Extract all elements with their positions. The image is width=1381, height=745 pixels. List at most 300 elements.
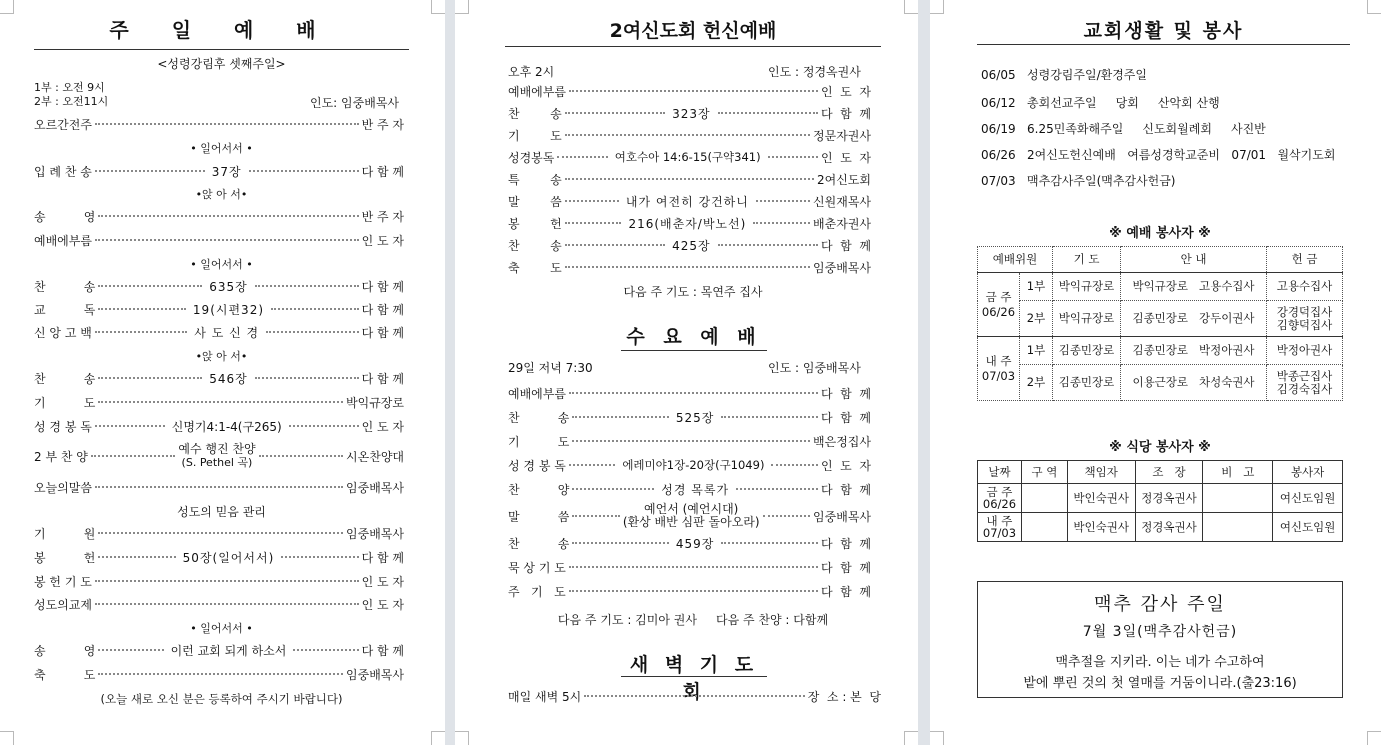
crop-mark: [904, 731, 918, 745]
item-person: 박익규장로: [346, 395, 404, 410]
item-label: 매일 새벽 5시: [508, 689, 582, 704]
thanksgiving-verse: 맥추절을 지키라. 이는 네가 수고하여: [1055, 655, 1265, 670]
item-label: 찬 송: [508, 410, 570, 425]
week-label: 금 주: [986, 485, 1013, 499]
dot-leader: [95, 331, 187, 333]
womens-title: 2여신도회 헌신예배: [609, 20, 777, 42]
item-label: 봉 헌: [508, 216, 562, 231]
item-label: 말 씀: [508, 509, 570, 524]
header-cell: 헌 금: [1267, 247, 1343, 273]
item-detail: 50장(일어서서): [182, 550, 275, 565]
item-person: 임중배목사: [346, 526, 404, 541]
leader-cell: 정경옥권사: [1135, 513, 1203, 542]
dot-leader: [565, 112, 665, 114]
table-row: [978, 365, 1343, 401]
order-item: [508, 479, 871, 499]
item-label: 예배에부름: [34, 233, 92, 248]
dot-leader: [763, 515, 810, 517]
week-date: 06/26: [981, 304, 1016, 319]
offering-name: 강경덕집사: [1276, 304, 1333, 319]
dot-leader: [565, 266, 810, 268]
posture-note: •앉 아 서•: [195, 188, 248, 201]
item-person: 다 함 께: [820, 584, 871, 599]
dot-leader: [565, 244, 665, 246]
offering-cell: 박정아권사: [1267, 337, 1343, 365]
offering-name: 김향덕집사: [1276, 317, 1333, 332]
dot-leader: [95, 425, 165, 427]
order-item: [34, 206, 404, 226]
dot-leader: [565, 222, 622, 224]
dot-leader: [584, 695, 804, 697]
item-detail: 여호수아 14:6-15(구약341): [614, 150, 761, 164]
item-detail: 635장: [209, 279, 248, 294]
header-cell: 기 도: [1053, 247, 1121, 273]
order-item: [34, 161, 404, 181]
item-person: 다 함 께: [820, 410, 872, 425]
item-detail: 신명기4:1-4(구265): [171, 419, 282, 434]
item-person: 인 도 자: [361, 419, 405, 434]
head-cell: 박인숙권사: [1067, 484, 1135, 513]
order-item: [508, 81, 871, 101]
order-item: [508, 500, 871, 532]
worship-servers-table: [977, 246, 1343, 401]
event-line: 07/03 맥추감사주일(맥추감사헌금): [981, 174, 1176, 188]
womens-next-prayer: 다음 주 기도 : 목연주 집사: [623, 285, 763, 299]
week-cell: [978, 337, 1020, 401]
church-life-title: 교회생활 및 봉사: [1083, 20, 1244, 42]
item-person: 다 함 께: [361, 643, 404, 658]
thanksgiving-box: [977, 581, 1343, 698]
order-item: [34, 322, 404, 342]
dot-leader: [98, 673, 343, 675]
order-item: [34, 571, 404, 591]
posture-note: • 일어서서 •: [190, 142, 253, 155]
item-detail: [178, 443, 255, 469]
item-person: 인 도 자: [361, 574, 404, 589]
dot-leader: [572, 416, 669, 418]
wednesday-time: 29일 저녁 7:30: [508, 361, 593, 375]
item-detail: 에레미야1장-20장(구1049): [622, 458, 765, 472]
womens-worship-page: [455, 0, 918, 745]
leader-cell: 정경옥권사: [1135, 484, 1203, 513]
item-person: 임중배목사: [813, 509, 872, 524]
item-person: 임중배목사: [813, 260, 871, 275]
item-detail: 이런 교회 되게 하소서: [170, 643, 287, 658]
dot-leader: [271, 308, 359, 310]
crop-mark: [431, 0, 445, 14]
dot-leader: [98, 556, 175, 558]
week-cell: [978, 273, 1020, 337]
header-cell: 구 역: [1021, 461, 1067, 484]
dot-leader: [565, 134, 810, 136]
item-detail-line: (S. Pethel 곡): [181, 456, 253, 469]
table-header-row: [978, 247, 1343, 273]
dot-leader: [721, 416, 818, 418]
order-item: [508, 407, 871, 427]
note-cell: [1203, 484, 1273, 513]
order-item: [508, 455, 871, 475]
item-label: 봉 헌: [34, 550, 96, 565]
dot-leader: [95, 603, 359, 605]
item-detail: 546장: [209, 371, 248, 386]
usher-cell: 이용근장로 차성숙권사: [1121, 365, 1267, 401]
item-label: 찬 송: [508, 238, 562, 253]
usher-cell: 김종민장로 박정아권사: [1121, 337, 1267, 365]
item-person: 다 함 께: [820, 536, 872, 551]
item-person: 다 함 께: [361, 279, 404, 294]
item-label: 축 도: [34, 667, 96, 682]
item-label: 2 부 찬 양: [34, 449, 88, 464]
item-label: 봉 헌 기 도: [34, 574, 92, 589]
item-label: 찬 송: [34, 279, 96, 294]
dot-leader: [736, 488, 818, 490]
head-cell: 박인숙권사: [1067, 513, 1135, 542]
crop-mark: [0, 0, 14, 14]
item-label: 찬 송: [508, 106, 562, 121]
item-detail: 성경 목록가: [661, 482, 730, 497]
order-item: [34, 299, 404, 319]
dot-leader: [572, 488, 654, 490]
crop-mark: [1367, 731, 1381, 745]
order-item: [34, 640, 404, 660]
header-cell: 봉사자: [1273, 461, 1343, 484]
event-line: 06/19 6.25민족화해주일 신도회월례회 사진반: [981, 122, 1266, 136]
order-item: [34, 547, 404, 567]
event-line: 06/12 총회선교주일 당회 산악회 산행: [981, 96, 1220, 110]
item-label: 기 도: [34, 395, 96, 410]
item-label: 찬 송: [34, 371, 96, 386]
item-person: 신원재목사: [813, 194, 872, 209]
item-detail: 525장: [675, 410, 715, 425]
crop-mark: [0, 731, 14, 745]
order-item: [34, 114, 404, 134]
part-cell: 1부: [1020, 337, 1053, 365]
item-person: 인 도 자: [820, 150, 872, 165]
item-person: 다 함 께: [820, 386, 871, 401]
offering-name: 박종근집사: [1276, 368, 1333, 383]
item-detail: 37장: [211, 164, 242, 179]
wednesday-leader: 인도 : 임중배목사: [768, 361, 861, 375]
order-item: [508, 581, 871, 601]
item-person: 배춘자권사: [813, 216, 872, 231]
item-person: 다 함 께: [820, 482, 872, 497]
dot-leader: [98, 285, 202, 287]
sunday-subtitle: <성령강림후 셋째주일>: [157, 57, 286, 71]
item-label: 입 례 찬 송: [34, 164, 92, 179]
order-item: [34, 368, 404, 388]
dot-leader: [753, 222, 810, 224]
order-item: [34, 440, 404, 472]
title-underline: [505, 46, 881, 47]
table-row: [978, 484, 1343, 513]
crop-mark: [930, 731, 944, 745]
dot-leader: [557, 156, 607, 158]
table-row: [978, 301, 1343, 337]
order-item: [508, 431, 871, 451]
dot-leader: [293, 649, 358, 651]
item-detail: 425장: [672, 238, 711, 253]
table-header-row: [978, 461, 1343, 484]
item-detail-line: (환상 배반 심판 돌아오라): [622, 515, 760, 529]
dot-leader: [565, 200, 619, 202]
dot-leader: [756, 200, 810, 202]
title-underline: [34, 49, 409, 50]
dot-leader: [569, 392, 818, 394]
posture-note: • 일어서서 •: [190, 622, 253, 635]
item-label: 신 앙 고 백: [34, 325, 92, 340]
posture-note: • 일어서서 •: [190, 258, 253, 271]
item-person: 정문자권사: [813, 128, 871, 143]
usher-cell: 김종민장로 강두이권사: [1121, 301, 1267, 337]
volunteer-cell: 여신도임원: [1273, 513, 1343, 542]
order-item: [508, 103, 871, 123]
part-cell: 2부: [1020, 365, 1053, 401]
item-detail: 19(시편32): [192, 302, 265, 317]
item-detail: 사 도 신 경: [194, 325, 260, 340]
dot-leader: [569, 590, 818, 592]
item-detail: 459장: [675, 536, 715, 551]
item-person: 인 도 자: [361, 597, 404, 612]
week-label: 내 주: [986, 514, 1013, 528]
item-detail: 216(배춘자/박노선): [628, 216, 747, 231]
item-label: 기 도: [508, 434, 570, 449]
dot-leader: [266, 331, 358, 333]
offering-name: 김경숙집사: [1276, 381, 1333, 396]
item-label: 기 원: [34, 526, 96, 541]
volunteer-cell: 여신도임원: [1273, 484, 1343, 513]
order-item: [508, 235, 871, 255]
item-person: 2여신도회: [816, 172, 871, 187]
item-detail-line: 예언서 (예언시대): [644, 502, 739, 516]
sunday-leader: 인도: 임중배목사: [310, 96, 400, 110]
item-label: 성 경 봉 독: [508, 458, 566, 473]
item-person: 백은정집사: [813, 434, 871, 449]
dot-leader: [569, 464, 616, 466]
item-person: 다 함 께: [820, 560, 871, 575]
item-place: 장 소 : 본 당: [807, 689, 881, 704]
item-detail: [623, 503, 760, 529]
thanksgiving-verse: 밭에 뿌린 것의 첫 열매를 거둠이니라.(출23:16): [1023, 676, 1297, 691]
item-label: 축 도: [508, 260, 562, 275]
crop-mark: [455, 0, 469, 14]
dot-leader: [718, 112, 818, 114]
dot-leader: [259, 455, 344, 457]
item-label: 송 영: [34, 209, 96, 224]
dot-leader: [281, 556, 358, 558]
prayer-cell: 박익규장로: [1053, 273, 1121, 301]
order-item: [34, 276, 404, 296]
item-person: 인 도 자: [361, 233, 404, 248]
item-label: 예배에부름: [508, 84, 566, 99]
week-date: 07/03: [981, 368, 1016, 383]
area-cell: [1021, 484, 1067, 513]
dot-leader: [768, 156, 818, 158]
order-item: [34, 523, 404, 543]
date-cell: [978, 484, 1022, 513]
dot-leader: [98, 215, 358, 217]
item-person: 다 함 께: [820, 238, 871, 253]
church-life-page: [930, 0, 1381, 745]
dot-leader: [98, 649, 163, 651]
sunday-time-1: 1부 : 오전 9시: [34, 81, 105, 94]
order-item: [34, 392, 404, 412]
order-item: [508, 191, 871, 211]
prayer-cell: 김종민장로: [1053, 365, 1121, 401]
thanksgiving-date: 7월 3일(맥추감사헌금): [1082, 624, 1238, 640]
week-date: 07/03: [982, 526, 1017, 540]
order-item: [508, 169, 871, 189]
kitchen-servers-title: ※ 식당 봉사자 ※: [1109, 440, 1211, 455]
item-label: 찬 양: [508, 482, 570, 497]
order-item: [34, 664, 404, 684]
item-detail: 내가 여전히 강건하니: [625, 194, 749, 209]
week-label: 내 주: [985, 353, 1012, 368]
kitchen-servers-table: [977, 460, 1343, 542]
item-person: 다 함 께: [361, 550, 404, 565]
dot-leader: [721, 542, 818, 544]
dot-leader: [771, 464, 818, 466]
worship-servers-title: ※ 예배 봉사자 ※: [1109, 226, 1211, 241]
title-underline: [977, 44, 1350, 45]
header-cell: 예배위원: [978, 247, 1053, 273]
sunday-time-2: 2부 : 오전11시: [34, 95, 109, 108]
item-label: 주 기 도: [508, 584, 566, 599]
item-person: 다 함 께: [820, 106, 871, 121]
item-label: 기 도: [508, 128, 562, 143]
dot-leader: [255, 377, 359, 379]
header-cell: 책임자: [1067, 461, 1135, 484]
item-person: 반 주 자: [361, 117, 404, 132]
dot-leader: [249, 170, 359, 172]
sunday-title: 주 일 예 배: [109, 18, 334, 42]
item-label: 송 영: [34, 643, 96, 658]
prayer-cell: 박익규장로: [1053, 301, 1121, 337]
item-person: 인 도 자: [820, 84, 871, 99]
dot-leader: [98, 532, 343, 534]
order-item: [508, 257, 871, 277]
item-label: 성경봉독: [508, 150, 555, 165]
order-item: [34, 416, 404, 436]
dot-leader: [572, 542, 669, 544]
sermon-title: 성도의 믿음 관리: [177, 505, 266, 519]
dot-leader: [718, 244, 818, 246]
header-cell: 안 내: [1121, 247, 1267, 273]
item-label: 오르간전주: [34, 117, 92, 132]
item-label: 오늘의말씀: [34, 480, 92, 495]
offering-cell: [1267, 301, 1343, 337]
dot-leader: [289, 425, 359, 427]
item-person: 인 도 자: [820, 458, 871, 473]
dot-leader: [569, 90, 818, 92]
dawn-prayer-item: [508, 686, 881, 706]
area-cell: [1021, 513, 1067, 542]
item-label: 묵 상 기 도: [508, 560, 566, 575]
crop-mark: [904, 0, 918, 14]
dot-leader: [569, 566, 818, 568]
event-line: 06/05 성령강림주일/환경주일: [981, 68, 1147, 82]
item-label: 예배에부름: [508, 386, 566, 401]
item-person: 다 함 께: [361, 325, 404, 340]
order-item: [34, 230, 404, 250]
dot-leader: [98, 308, 186, 310]
week-date: 06/26: [982, 497, 1017, 511]
title-underline: [621, 676, 767, 677]
dot-leader: [565, 178, 814, 180]
womens-time: 오후 2시: [508, 65, 555, 79]
item-detail-line: 예수 행진 찬양: [178, 442, 256, 456]
offering-cell: [1267, 365, 1343, 401]
order-item: [508, 383, 871, 403]
dot-leader: [95, 486, 343, 488]
crop-mark: [1367, 0, 1381, 14]
title-underline: [621, 350, 767, 351]
order-item: [34, 594, 404, 614]
order-item: [508, 557, 871, 577]
date-cell: [978, 513, 1022, 542]
dot-leader: [95, 123, 359, 125]
thanksgiving-title: 맥추 감사 주일: [1094, 594, 1226, 615]
order-item: [508, 147, 871, 167]
item-label: 말 씀: [508, 194, 562, 209]
dot-leader: [95, 580, 359, 582]
week-label: 금 주: [985, 289, 1012, 304]
womens-leader: 인도 : 정경옥권사: [768, 65, 861, 79]
dot-leader: [572, 515, 619, 517]
order-item: [508, 533, 871, 553]
header-cell: 날짜: [978, 461, 1022, 484]
item-person: 반 주 자: [361, 209, 404, 224]
dot-leader: [255, 285, 359, 287]
part-cell: 1부: [1020, 273, 1053, 301]
item-label: 찬 송: [508, 536, 570, 551]
item-person: 다 함 께: [361, 164, 404, 179]
item-person: 다 함 께: [361, 302, 404, 317]
item-detail: 323장: [672, 106, 711, 121]
offering-cell: 고용수집사: [1267, 273, 1343, 301]
item-person: 시온찬양대: [346, 449, 405, 464]
item-person: 임중배목사: [346, 667, 404, 682]
dot-leader: [95, 239, 359, 241]
dot-leader: [95, 170, 205, 172]
table-row: [978, 513, 1343, 542]
event-line: 06/26 2여신도헌신예배 여름성경학교준비 07/01 월삭기도회: [981, 148, 1336, 162]
dawn-title: 새 벽 기 도 회: [629, 654, 759, 703]
dot-leader: [91, 455, 176, 457]
dot-leader: [98, 401, 343, 403]
prayer-cell: 김종민장로: [1053, 337, 1121, 365]
part-cell: 2부: [1020, 301, 1053, 337]
crop-mark: [455, 731, 469, 745]
newcomer-notice: (오늘 새로 오신 분은 등록하여 주시기 바랍니다): [100, 692, 343, 706]
item-label: 성 경 봉 독: [34, 419, 92, 434]
item-label: 특 송: [508, 172, 562, 187]
table-row: [978, 273, 1343, 301]
crop-mark: [431, 731, 445, 745]
order-item: [508, 125, 871, 145]
item-person: 임중배목사: [346, 480, 404, 495]
dot-leader: [98, 377, 202, 379]
order-item: [508, 213, 871, 233]
sunday-worship-page: [0, 0, 445, 745]
item-label: 교 독: [34, 302, 96, 317]
item-person: 다 함 께: [361, 371, 404, 386]
item-label: 성도의교제: [34, 597, 92, 612]
posture-note: •앉 아 서•: [195, 350, 248, 363]
header-cell: 조 장: [1135, 461, 1203, 484]
order-item: [34, 477, 404, 497]
header-cell: 비 고: [1203, 461, 1273, 484]
wednesday-title: 수 요 예 배: [626, 326, 762, 348]
